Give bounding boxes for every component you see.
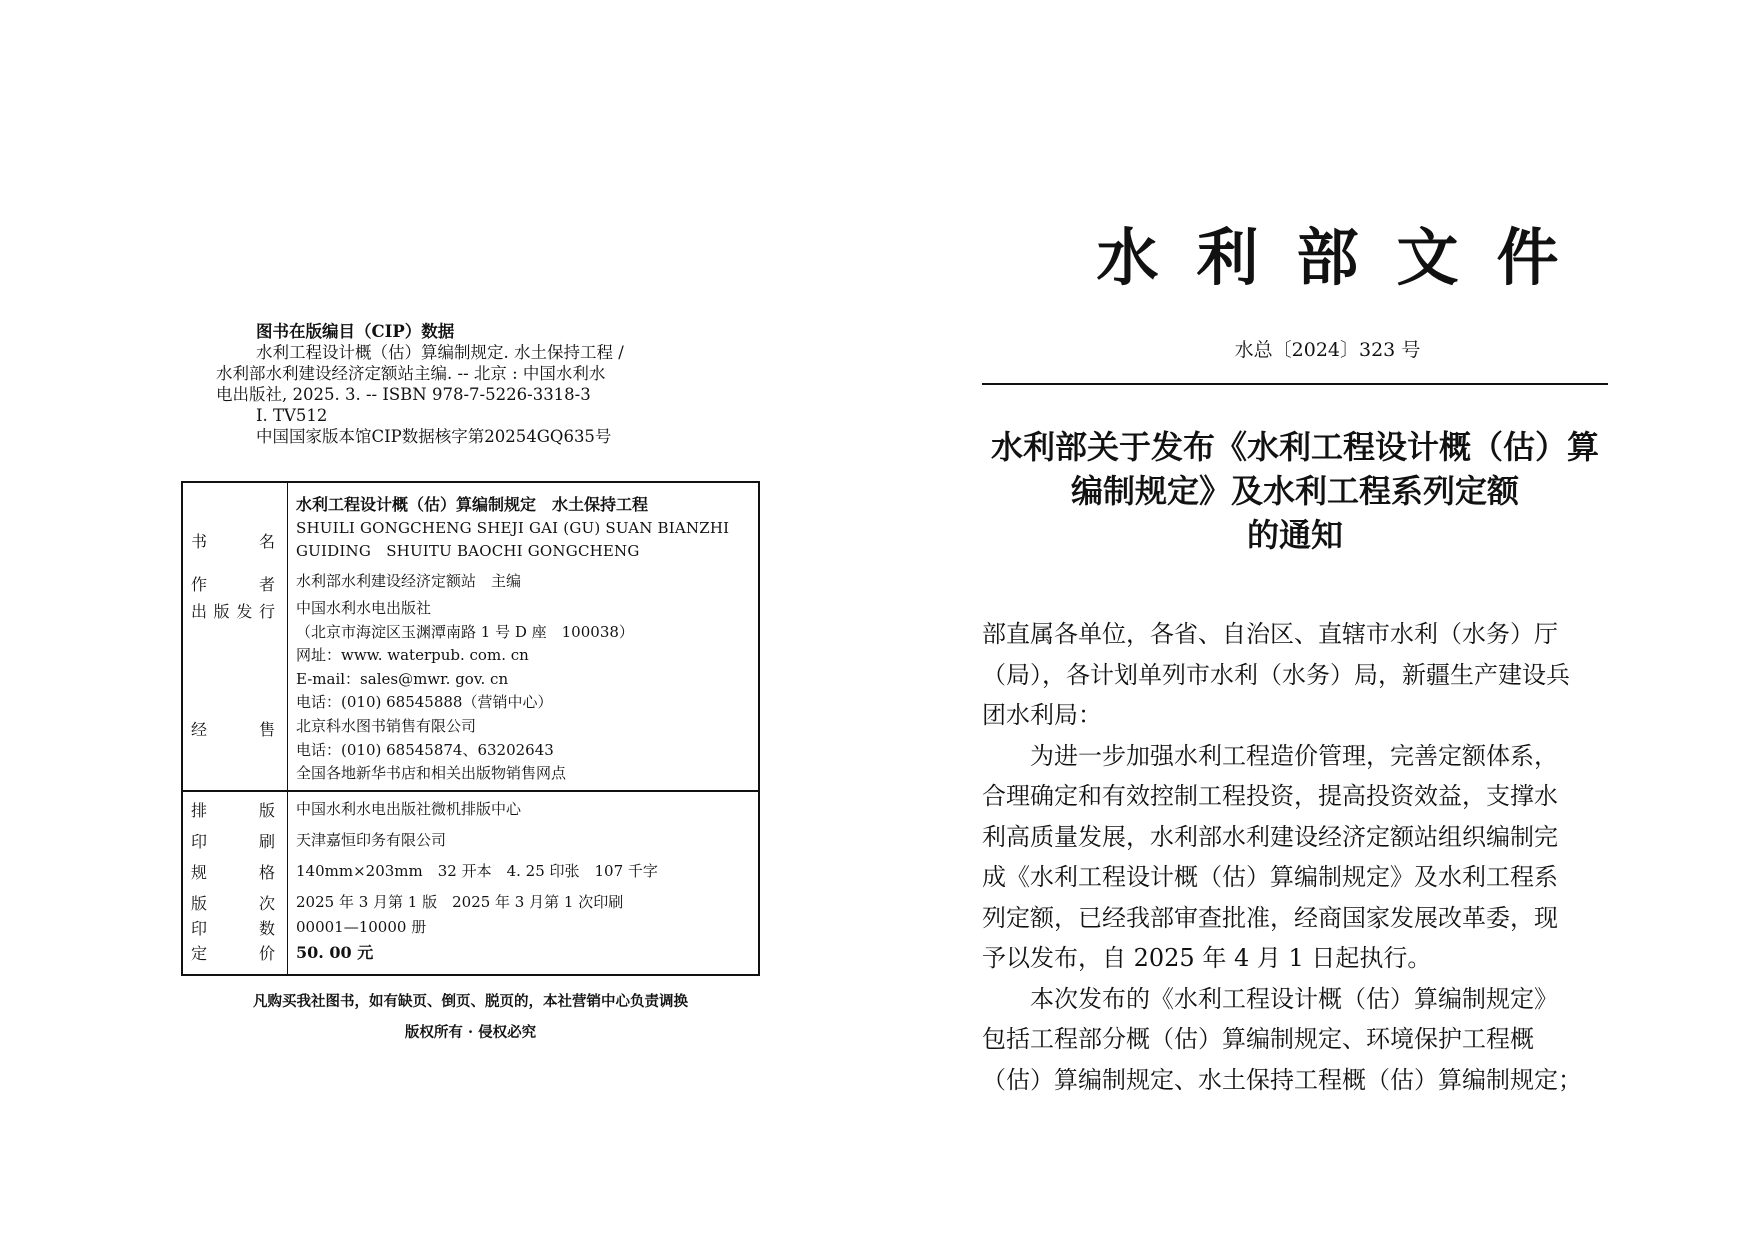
label-char: 价 (258, 944, 275, 963)
label-char: 格 (258, 863, 275, 882)
cip-classification: Ⅰ. TV512 (256, 406, 328, 425)
value-typesetting: 中国水利水电出版社微机排版中心 (296, 800, 522, 818)
notice-title-line: 编制规定》及水利工程系列定额 (1070, 472, 1519, 510)
value-edition: 2025 年 3 月第 1 版 2025 年 3 月第 1 次印刷 (296, 893, 624, 911)
book-title-pinyin: GUIDING SHUITU BAOCHI GONGCHENG (296, 542, 640, 560)
document-header: 水利部文件 (1096, 221, 1597, 294)
value-spec: 140mm×203mm 32 开本 4. 25 印张 107 千字 (296, 862, 658, 880)
notice-body (982, 614, 1608, 1100)
distributor-name: 北京科水图书销售有限公司 (296, 717, 477, 735)
label-typesetting (191, 798, 275, 821)
label-print-run (191, 916, 275, 939)
publisher-address: （北京市海淀区玉渊潭南路 1 号 D 座 100038） (296, 622, 634, 641)
label-spec (191, 860, 275, 883)
label-char: 印 (191, 919, 208, 938)
body-line: （估）算编制规定、水土保持工程概（估）算编制规定； (982, 1065, 1582, 1094)
label-char: 版 (213, 602, 230, 621)
header-divider (982, 383, 1608, 385)
label-char: 发 (236, 602, 253, 621)
book-title-pinyin: SHUILI GONGCHENG SHEJI GAI (GU) SUAN BIANZHI (296, 518, 730, 537)
label-char: 版 (191, 894, 208, 913)
body-line: 团水利局： (982, 701, 1102, 729)
label-char: 排 (191, 801, 208, 820)
body-line: 成《水利工程设计概（估）算编制规定》及水利工程系 (982, 863, 1558, 891)
label-char: 印 (191, 832, 208, 851)
label-price (191, 941, 275, 964)
label-char: 者 (258, 575, 275, 594)
cip-line: 水利工程设计概（估）算编制规定. 水土保持工程 / (256, 343, 624, 362)
publisher-phone: 电话：(010) 68545888（营销中心） (296, 693, 553, 711)
publication-info-section (183, 483, 758, 792)
copyright-notice: 版权所有 · 侵权必究 (404, 1024, 537, 1041)
notice-page (900, 0, 1755, 1241)
publisher-name: 中国水利水电出版社 (296, 599, 432, 617)
body-line: 列定额，已经我部审查批准，经商国家发展改革委，现 (982, 903, 1558, 932)
cip-heading: 图书在版编目（CIP）数据 (256, 322, 455, 341)
cip-line: 电出版社, 2025. 3. -- ISBN 978-7-5226-3318-3 (216, 385, 591, 404)
value-print-run: 00001—10000 册 (296, 918, 427, 936)
publisher-email: E-mail：sales@mwr. gov. cn (296, 669, 509, 688)
label-distributor (191, 717, 275, 740)
cip-line: 水利部水利建设经济定额站主编. -- 北京 : 中国水利水 (216, 364, 606, 383)
label-char: 售 (258, 720, 275, 739)
label-publisher (191, 599, 275, 622)
body-line: 本次发布的《水利工程设计概（估）算编制规定》 (1030, 984, 1558, 1013)
body-line: 利高质量发展，水利部水利建设经济定额站组织编制完 (982, 822, 1558, 851)
value-author: 水利部水利建设经济定额站 主编 (296, 572, 522, 590)
label-char: 版 (258, 801, 275, 820)
label-char: 名 (258, 532, 275, 551)
body-line: 予以发布，自 2025 年 4 月 1 日起执行。 (982, 944, 1432, 972)
publisher-website: 网址：www. waterpub. com. cn (296, 646, 529, 664)
label-book-title (191, 529, 275, 552)
label-edition (191, 891, 275, 914)
value-price: 50. 00 元 (296, 943, 374, 962)
label-char: 规 (191, 863, 208, 882)
label-printing (191, 829, 275, 852)
label-char: 出 (191, 602, 208, 621)
label-char: 行 (258, 602, 275, 621)
copyright-table (181, 481, 760, 976)
document-number: 水总〔2024〕323 号 (1234, 339, 1421, 361)
notice-title-line: 的通知 (1246, 516, 1343, 554)
value-distributor (296, 715, 752, 786)
cip-data-block (216, 321, 736, 447)
column-divider (287, 483, 288, 790)
body-line: 包括工程部分概（估）算编制规定、环境保护工程概 (982, 1025, 1534, 1053)
printing-info-section (183, 790, 758, 974)
cip-record-number: 中国国家版本馆CIP数据核字第20254GQ635号 (256, 427, 612, 446)
label-author (191, 572, 275, 595)
value-publisher (296, 597, 752, 715)
distributor-phone: 电话：(010) 68545874、63202643 (296, 740, 554, 759)
replacement-notice: 凡购买我社图书，如有缺页、倒页、脱页的，本社营销中心负责调换 (253, 993, 688, 1010)
body-line: 为进一步加强水利工程造价管理，完善定额体系， (1030, 741, 1558, 770)
label-char: 刷 (258, 832, 275, 851)
distributor-outlets: 全国各地新华书店和相关出版物销售网点 (296, 764, 567, 782)
notice-title (980, 425, 1610, 557)
value-book-title (296, 493, 752, 564)
label-char: 书 (191, 532, 208, 551)
body-line: 合理确定和有效控制工程投资，提高投资效益，支撑水 (982, 782, 1558, 810)
value-printing: 天津嘉恒印务有限公司 (296, 831, 447, 849)
book-title-chinese: 水利工程设计概（估）算编制规定 水土保持工程 (296, 495, 649, 514)
label-char: 经 (191, 720, 208, 739)
body-line: 部直属各单位，各省、自治区、直辖市水利（水务）厅 (982, 620, 1558, 648)
label-char: 次 (258, 894, 275, 913)
notice-title-line: 水利部关于发布《水利工程设计概（估）算 (990, 428, 1599, 466)
label-char: 定 (191, 944, 208, 963)
column-divider (287, 790, 288, 974)
body-line: （局），各计划单列市水利（水务）局，新疆生产建设兵 (982, 660, 1570, 689)
label-char: 作 (191, 575, 208, 594)
label-char: 数 (258, 919, 275, 938)
